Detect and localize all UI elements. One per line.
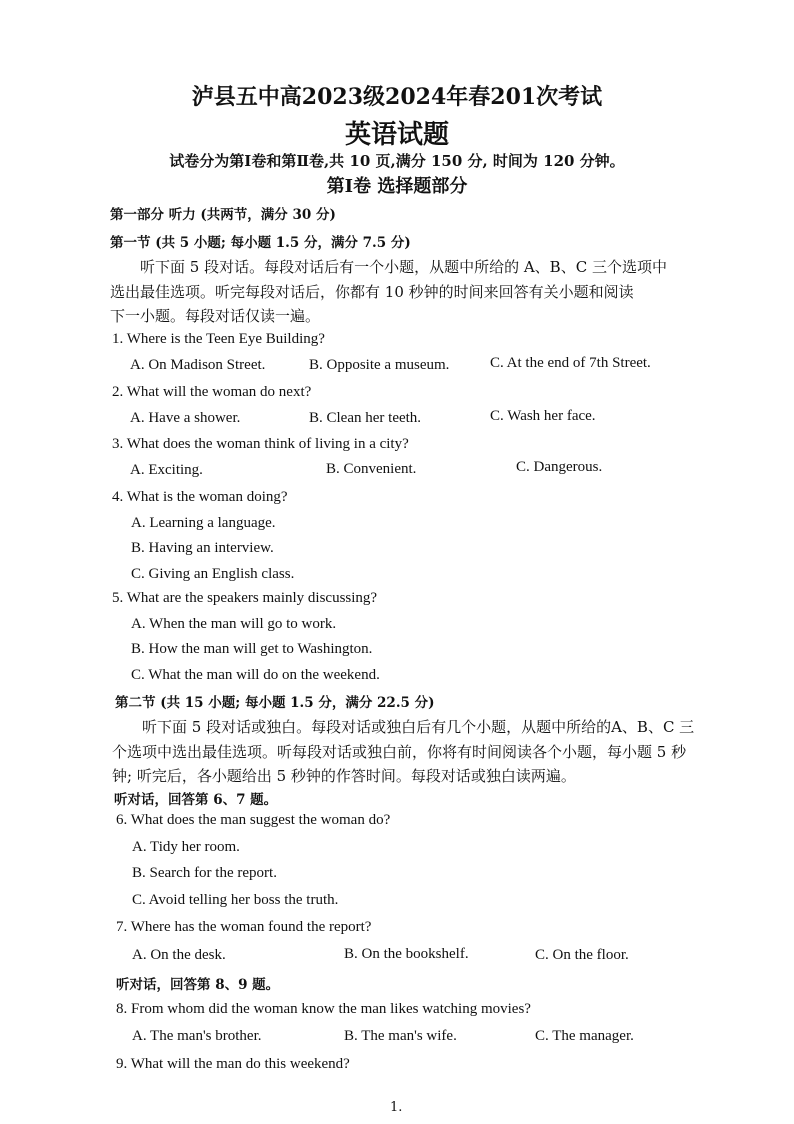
q6-option-c: C. Avoid telling her boss the truth. bbox=[132, 892, 339, 908]
exam-title: 泸县五中高2023级2024年春201次考试 bbox=[191, 84, 603, 110]
subject-title: 英语试题 bbox=[344, 120, 449, 150]
section2-instruction-line2: 个选项中选出最佳选项。听每段对话或独白前，你将有时间阅读各个小题，每小题 5 秒 bbox=[112, 743, 687, 761]
section1-instruction-line1: 听下面 5 段对话。每段对话后有一个小题，从题中所给的 A、B、C 三个选项中 bbox=[140, 258, 667, 276]
question-1: 1. Where is the Teen Eye Building? bbox=[112, 331, 325, 347]
q2-option-c: C. Wash her face. bbox=[490, 408, 596, 424]
q8-option-b: B. The man's wife. bbox=[344, 1028, 457, 1044]
section2-instruction-line3: 钟; 听完后，各小题给出 5 秒钟的作答时间。每段对话或独白读两遍。 bbox=[112, 767, 576, 785]
q5-option-a: A. When the man will go to work. bbox=[131, 616, 337, 632]
group-8-9-heading: 听对话，回答第 8、9 题。 bbox=[116, 977, 280, 993]
question-2: 2. What will the woman do next? bbox=[112, 384, 312, 400]
q5-option-b: B. How the man will get to Washington. bbox=[131, 641, 373, 657]
q5-option-c: C. What the man will do on the weekend. bbox=[131, 667, 380, 683]
question-6: 6. What does the man suggest the woman do? bbox=[116, 812, 391, 828]
section2-heading: 第二节 (共 15 小题; 每小题 1.5 分，满分 22.5 分) bbox=[115, 695, 435, 711]
q8-option-a: A. The man's brother. bbox=[132, 1028, 262, 1044]
q1-option-c: C. At the end of 7th Street. bbox=[490, 355, 651, 371]
q4-option-c: C. Giving an English class. bbox=[131, 566, 295, 582]
q4-option-a: A. Learning a language. bbox=[131, 515, 276, 531]
exam-info: 试卷分为第Ⅰ卷和第Ⅱ卷,共 10 页,满分 150 分, 时间为 120 分钟。 bbox=[169, 152, 625, 170]
volume-title: 第Ⅰ卷 选择题部分 bbox=[326, 176, 468, 197]
question-3: 3. What does the woman think of living in a city? bbox=[112, 436, 409, 452]
part1-heading: 第一部分 听力 (共两节，满分 30 分) bbox=[110, 207, 336, 223]
q3-option-b: B. Convenient. bbox=[326, 461, 417, 477]
q7-option-c: C. On the floor. bbox=[535, 947, 629, 963]
question-8: 8. From whom did the woman know the man likes watching movies? bbox=[116, 1001, 531, 1017]
q6-option-a: A. Tidy her room. bbox=[132, 839, 240, 855]
section1-instruction-line2: 选出最佳选项。听完每段对话后，你都有 10 秒钟的时间来回答有关小题和阅读 bbox=[110, 283, 634, 301]
page-number: 1. bbox=[390, 1100, 403, 1115]
q2-option-a: A. Have a shower. bbox=[130, 410, 241, 426]
q4-option-b: B. Having an interview. bbox=[131, 540, 274, 556]
group-6-7-heading: 听对话，回答第 6、7 题。 bbox=[114, 792, 278, 808]
q6-option-b: B. Search for the report. bbox=[132, 865, 277, 881]
section2-instruction-line1: 听下面 5 段对话或独白。每段对话或独白后有几个小题，从题中所给的A、B、C 三 bbox=[142, 718, 695, 736]
section1-heading: 第一节 (共 5 小题; 每小题 1.5 分，满分 7.5 分) bbox=[110, 235, 411, 251]
q3-option-c: C. Dangerous. bbox=[516, 459, 603, 475]
q2-option-b: B. Clean her teeth. bbox=[309, 410, 422, 426]
q8-option-c: C. The manager. bbox=[535, 1028, 634, 1044]
q7-option-b: B. On the bookshelf. bbox=[344, 946, 469, 962]
question-5: 5. What are the speakers mainly discussing? bbox=[112, 590, 378, 606]
question-7: 7. Where has the woman found the report? bbox=[116, 919, 372, 935]
question-9: 9. What will the man do this weekend? bbox=[116, 1056, 350, 1072]
q7-option-a: A. On the desk. bbox=[132, 947, 226, 963]
q1-option-b: B. Opposite a museum. bbox=[309, 357, 450, 373]
q3-option-a: A. Exciting. bbox=[130, 462, 203, 478]
q1-option-a: A. On Madison Street. bbox=[130, 357, 266, 373]
question-4: 4. What is the woman doing? bbox=[112, 489, 288, 505]
section1-instruction-line3: 下一小题。每段对话仅读一遍。 bbox=[110, 307, 321, 325]
